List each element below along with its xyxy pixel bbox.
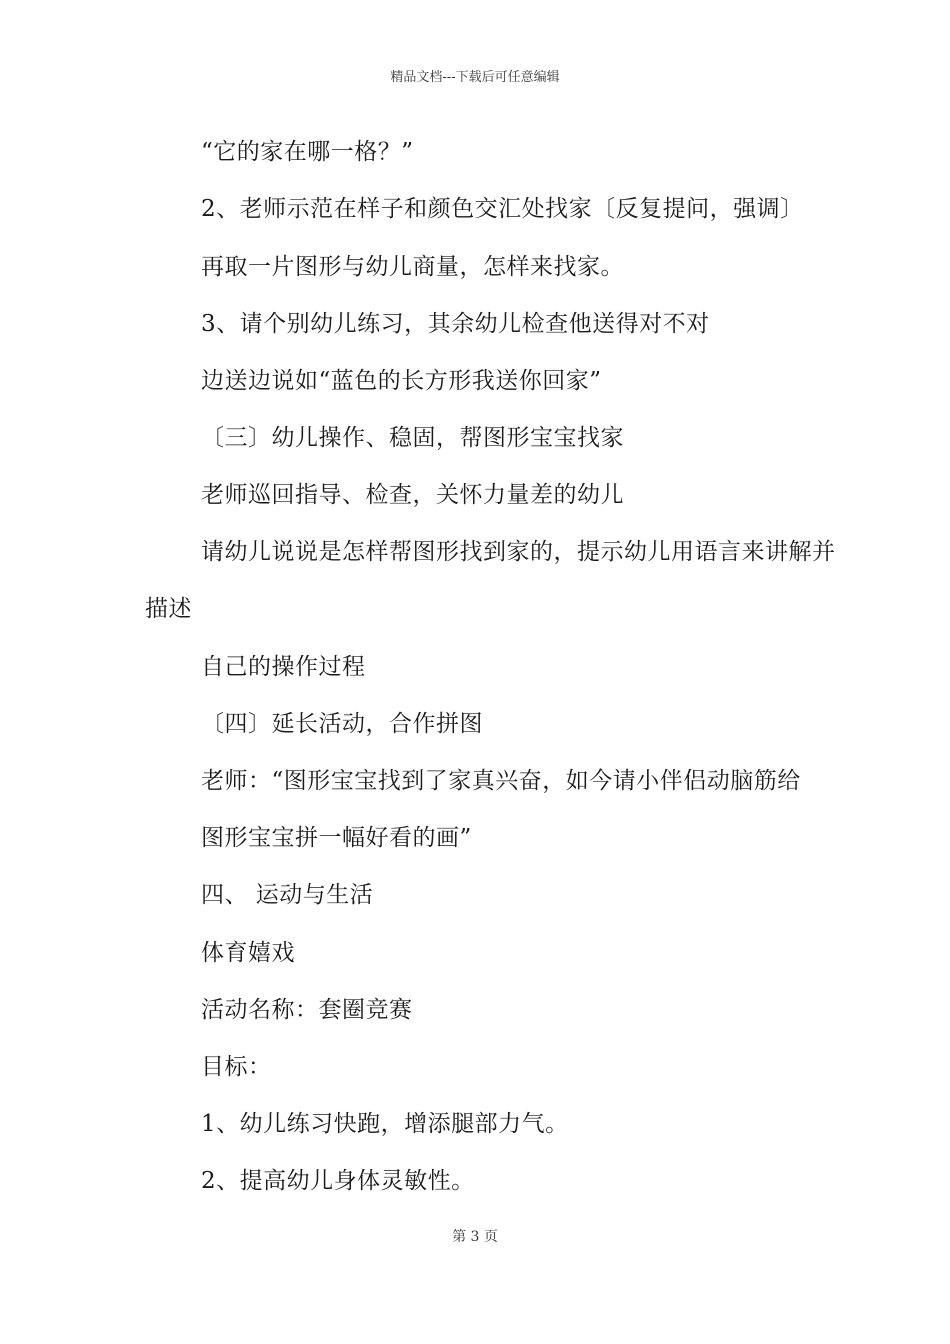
text-line: 3、请个别幼儿练习，其余幼儿检查他送得对不对 [201, 311, 710, 337]
page-header: 精品文档---下载后可任意编辑 [390, 70, 560, 85]
text-line: 描述 [145, 596, 192, 622]
text-line: 2、老师示范在样子和颜色交汇处找家〔反复提问，强调〕 [201, 196, 804, 222]
text-line: 体育嬉戏 [201, 940, 295, 966]
text-line: 老师：“图形宝宝找到了家真兴奋，如今请小伴侣动脑筋给 [201, 768, 801, 794]
text-line: “它的家在哪一格？” [201, 139, 414, 165]
text-line: 活动名称：套圈竞赛 [201, 997, 413, 1023]
text-line: 〔四〕延长活动，合作拼图 [201, 711, 483, 737]
text-line: 老师巡回指导、检查，关怀力量差的幼儿 [201, 482, 624, 508]
text-line: 自己的操作过程 [201, 654, 366, 680]
text-line: 目标： [201, 1054, 272, 1080]
text-line: 〔三〕幼儿操作、稳固，帮图形宝宝找家 [201, 425, 624, 451]
text-line: 2、提高幼儿身体灵敏性。 [201, 1168, 475, 1194]
page-number: 第 3 页 [452, 1229, 498, 1245]
text-line: 四、 运动与生活 [201, 882, 374, 908]
text-line: 边送边说如“蓝色的长方形我送你回家” [201, 368, 602, 394]
text-line: 再取一片图形与幼儿商量，怎样来找家。 [201, 254, 624, 280]
text-line: 请幼儿说说是怎样帮图形找到家的，提示幼儿用语言来讲解并 [201, 539, 836, 565]
text-line: 1、幼儿练习快跑，增添腿部力气。 [201, 1111, 569, 1137]
text-line: 图形宝宝拼一幅好看的画” [201, 825, 472, 851]
